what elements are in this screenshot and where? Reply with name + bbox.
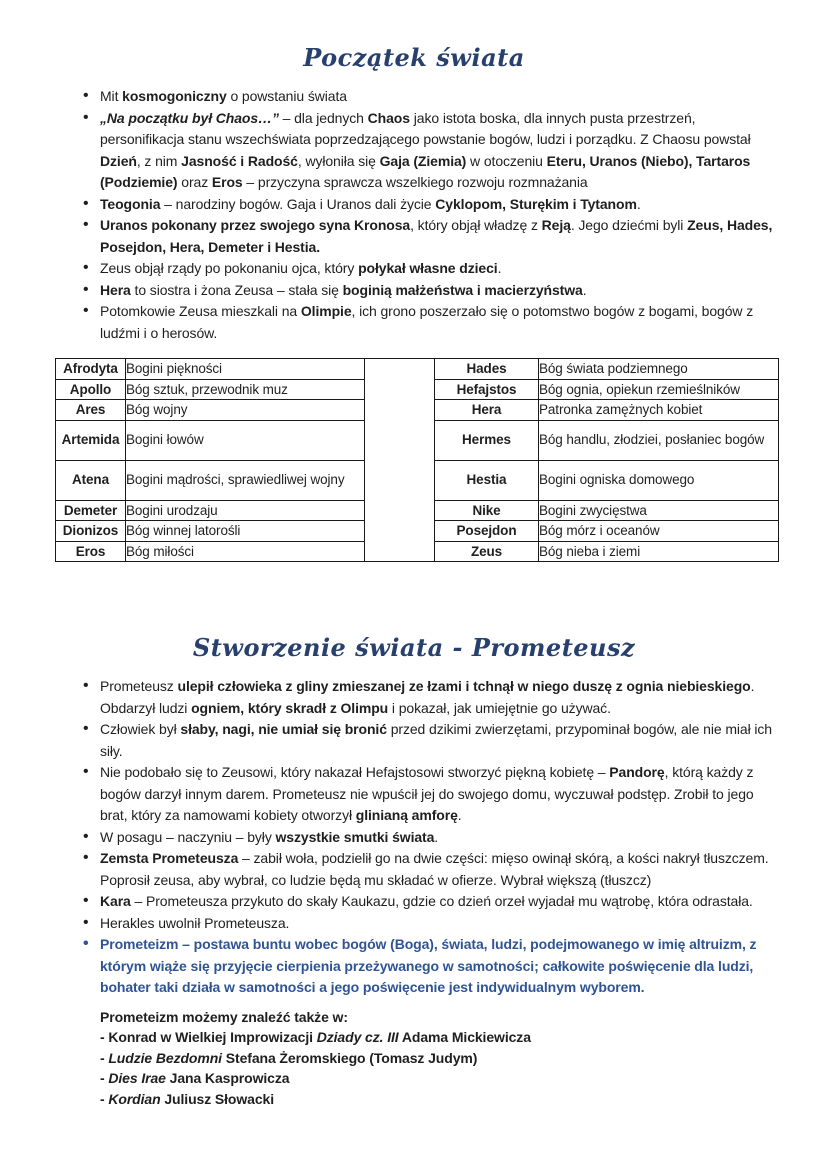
text-run: – narodziny bogów. Gaja i Uranos dali życie (160, 195, 436, 212)
text-run: Teogonia (100, 195, 161, 212)
text-run: Herakles uwolnił Prometeusza. (100, 914, 290, 931)
bullet-item (78, 215, 782, 258)
god-desc-cell: Bóg nieba i ziemi (539, 541, 779, 562)
god-name-cell: Dionizos (56, 521, 126, 542)
god-desc-cell: Bóg miłości (126, 541, 365, 562)
god-desc-cell: Bóg winnej latorośli (126, 521, 365, 542)
text-run: Gaja (Ziemia) (379, 152, 467, 169)
text-run: Jasność i Radość (181, 152, 298, 169)
text-run: - (100, 1070, 109, 1086)
text-run: Jana Kasprowicza (165, 1070, 290, 1086)
bullet-item (78, 280, 782, 302)
god-name-cell: Atena (56, 460, 126, 500)
text-run: boginią małżeństwa i macierzyństwa (342, 281, 583, 298)
references-heading: Prometeizm możemy znaleźć także w: (100, 1008, 348, 1025)
text-run: – zabił woła, podzielił go na dwie części: mięso owinął skórą, a kości nakrył tłuszczem. Poprosił zeusa, aby wybrał, co ludzie będą mu składać w ofierze. Wybrał większą (tłuszcz) (100, 850, 769, 888)
text-run: Człowiek był (100, 721, 181, 737)
bullet-item (78, 676, 782, 719)
god-name-cell: Nike (435, 500, 539, 521)
text-run: połykał własne dzieci (358, 260, 498, 276)
god-name-cell: Demeter (56, 500, 126, 521)
bullet-item (78, 108, 782, 194)
god-desc-cell: Patronka zamężnych kobiet (539, 400, 779, 421)
gods-table (55, 358, 779, 562)
text-run: o powstaniu świata (226, 88, 347, 104)
text-run: , z nim (136, 152, 182, 169)
god-desc-cell: Bogini ogniska domowego (539, 460, 779, 500)
text-run: Adama Mickiewicza (398, 1029, 531, 1045)
text-run: Eros (211, 174, 243, 190)
text-run: Reją (541, 217, 571, 233)
text-run: Dies Irae (108, 1070, 166, 1086)
prometeizm-references (100, 1007, 782, 1110)
god-desc-cell: Bóg mórz i oceanów (539, 521, 779, 542)
text-run: Kara (100, 893, 131, 909)
table-row (56, 359, 779, 380)
god-desc-cell: Bogini piękności (126, 359, 365, 380)
god-desc-cell: Bóg ognia, opiekun rzemieślników (539, 379, 779, 400)
god-name-cell: Ares (56, 400, 126, 421)
text-run: Mit (100, 88, 123, 104)
text-run: – dla jednych (278, 109, 368, 126)
bullet-item (78, 86, 782, 108)
text-run: Prometeusz (100, 678, 178, 694)
text-run: - Konrad w Wielkiej Improwizacji (100, 1029, 317, 1045)
text-run: . Jego dziećmi byli (570, 217, 688, 233)
section1-bullet-list (78, 86, 782, 344)
reference-item (100, 1068, 782, 1089)
reference-item (100, 1048, 782, 1069)
god-name-cell: Posejdon (435, 521, 539, 542)
text-run: Dziady cz. III (316, 1029, 399, 1045)
text-run: Eteru, Uranos (Niebo), Tartaros (Podziemie) (100, 152, 751, 190)
text-run: . Obdarzył ludzi (100, 678, 755, 716)
text-run: Hera (100, 281, 131, 298)
god-name-cell: Zeus (435, 541, 539, 562)
text-run: W posagu – naczyniu – były (100, 828, 276, 845)
bullet-item (78, 194, 782, 216)
text-run: Pandorę (609, 764, 665, 780)
section2-bullet-list (78, 676, 782, 999)
text-run: Stefana Żeromskiego (Tomasz Judym) (221, 1049, 478, 1066)
text-run: Uranos pokonany przez swojego syna Kronosa (100, 217, 411, 233)
text-run: kosmogoniczny (122, 88, 227, 104)
text-run: . (497, 260, 502, 276)
text-run: Dzień (100, 152, 137, 169)
reference-item (100, 1089, 782, 1110)
god-name-cell: Hefajstos (435, 379, 539, 400)
text-run: przed dzikimi zwierzętami, przypominał bogów, ale nie miał ich siły. (100, 721, 772, 759)
text-run: ulepił człowieka z gliny zmieszanej ze łzami i tchnął w niego duszę z ognia niebieskiego (177, 678, 751, 694)
bullet-item (78, 848, 782, 891)
references-list (100, 1027, 782, 1109)
text-run: Cyklopom, Sturękim i Tytanom (435, 195, 637, 212)
text-run: . (636, 195, 641, 212)
text-run: - (100, 1049, 109, 1066)
bullet-item (78, 827, 782, 849)
bullet-item (78, 719, 782, 762)
god-name-cell: Artemida (56, 420, 126, 460)
god-desc-cell: Bóg sztuk, przewodnik muz (126, 379, 365, 400)
bullet-item (78, 891, 782, 913)
text-run: ogniem, który skradł z Olimpu (191, 699, 389, 716)
bullet-item (78, 762, 782, 827)
god-desc-cell: Bóg świata podziemnego (539, 359, 779, 380)
text-run: „Na początku był Chaos…” (100, 109, 279, 126)
text-run: glinianą amforę (355, 807, 458, 823)
text-run: Zemsta Prometeusza (100, 850, 239, 866)
text-run: , który objął władzę z (410, 217, 542, 233)
god-desc-cell: Bogini zwycięstwa (539, 500, 779, 521)
text-run: – przyczyna sprawcza wszelkiego rozwoju rozmnażania (242, 174, 588, 190)
god-name-cell: Eros (56, 541, 126, 562)
text-run: - (100, 1090, 109, 1107)
god-name-cell: Hestia (435, 460, 539, 500)
text-run: to siostra i żona Zeusa – stała się (130, 281, 343, 298)
text-run: i pokazał, jak umiejętnie go używać. (388, 699, 611, 716)
god-desc-cell: Bogini łowów (126, 420, 365, 460)
god-desc-cell: Bogini urodzaju (126, 500, 365, 521)
god-name-cell: Hermes (435, 420, 539, 460)
text-run: – Prometeusza przykuto do skały Kaukazu, gdzie co dzień orzeł wyjadał mu wątrobę, która odrastała. (130, 893, 753, 909)
text-run: , wyłoniła się (297, 152, 380, 169)
text-run: , ich grono poszerzało się o potomstwo bogów z bogami, bogów z ludźmi i o herosów. (100, 303, 754, 341)
text-run: . (457, 807, 462, 823)
text-run: , którą każdy z bogów darzył innym darem. Prometeusz nie wpuścił jej do swojego domu, wyczuwał podstęp. Zrobił to jego brat, który za namowami kobiety otworzył (100, 764, 754, 823)
text-run: . (582, 281, 587, 298)
bullet-item (78, 258, 782, 280)
reference-item (100, 1027, 782, 1048)
text-run: Chaos (367, 109, 410, 126)
god-name-cell: Afrodyta (56, 359, 126, 380)
god-desc-cell: Bogini mądrości, sprawiedliwej wojny (126, 460, 365, 500)
god-name-cell: Apollo (56, 379, 126, 400)
text-run: w otoczeniu (466, 152, 547, 169)
text-run: Juliusz Słowacki (160, 1090, 275, 1107)
section2-title: Stworzenie świata - Prometeusz (192, 633, 636, 662)
god-desc-cell: Bóg handlu, złodziei, posłaniec bogów (539, 420, 779, 460)
bullet-item (78, 913, 782, 935)
god-name-cell: Hades (435, 359, 539, 380)
text-run: oraz (177, 174, 212, 190)
section1-title: Początek świata (303, 43, 525, 72)
text-run: wszystkie smutki świata (275, 828, 435, 845)
text-run: Zeus, Hades, Posejdon, Hera, Demeter i Hestia. (100, 217, 773, 255)
text-run: Ludzie Bezdomni (108, 1049, 222, 1066)
text-run: Prometeizm – postawa buntu wobec bogów (Boga), świata, ludzi, podejmowanego w imię altruizm, z którym wiąże się przyjęcie cierpienia przeżywanego w samotności; całkowite poświęcenie dla ludzi, bohater taki działa w samotności a jego poświęcenie jest indywidualnym wyborem. (100, 936, 757, 995)
text-run: Nie podobało się to Zeusowi, który nakazał Hefajstosowi stworzyć piękną kobietę – (100, 764, 610, 780)
text-run: Zeus objął rządy po pokonaniu ojca, który (100, 260, 359, 276)
god-name-cell: Hera (435, 400, 539, 421)
table-spacer-cell (365, 359, 435, 562)
bullet-item (78, 301, 782, 344)
text-run: Olimpie (300, 303, 352, 319)
bullet-item (78, 934, 782, 999)
text-run: Potomkowie Zeusa mieszkali na (100, 303, 301, 319)
text-run: słaby, nagi, nie umiał się bronić (180, 721, 387, 737)
god-desc-cell: Bóg wojny (126, 400, 365, 421)
text-run: Kordian (108, 1090, 161, 1107)
text-run: . (434, 828, 439, 845)
text-run: jako istota boska, dla innych pusta przestrzeń, personifikacja stanu wszechświata poprzedzającego powstanie bogów, ludzi i porządku. Z Chaosu powstał (100, 109, 751, 147)
